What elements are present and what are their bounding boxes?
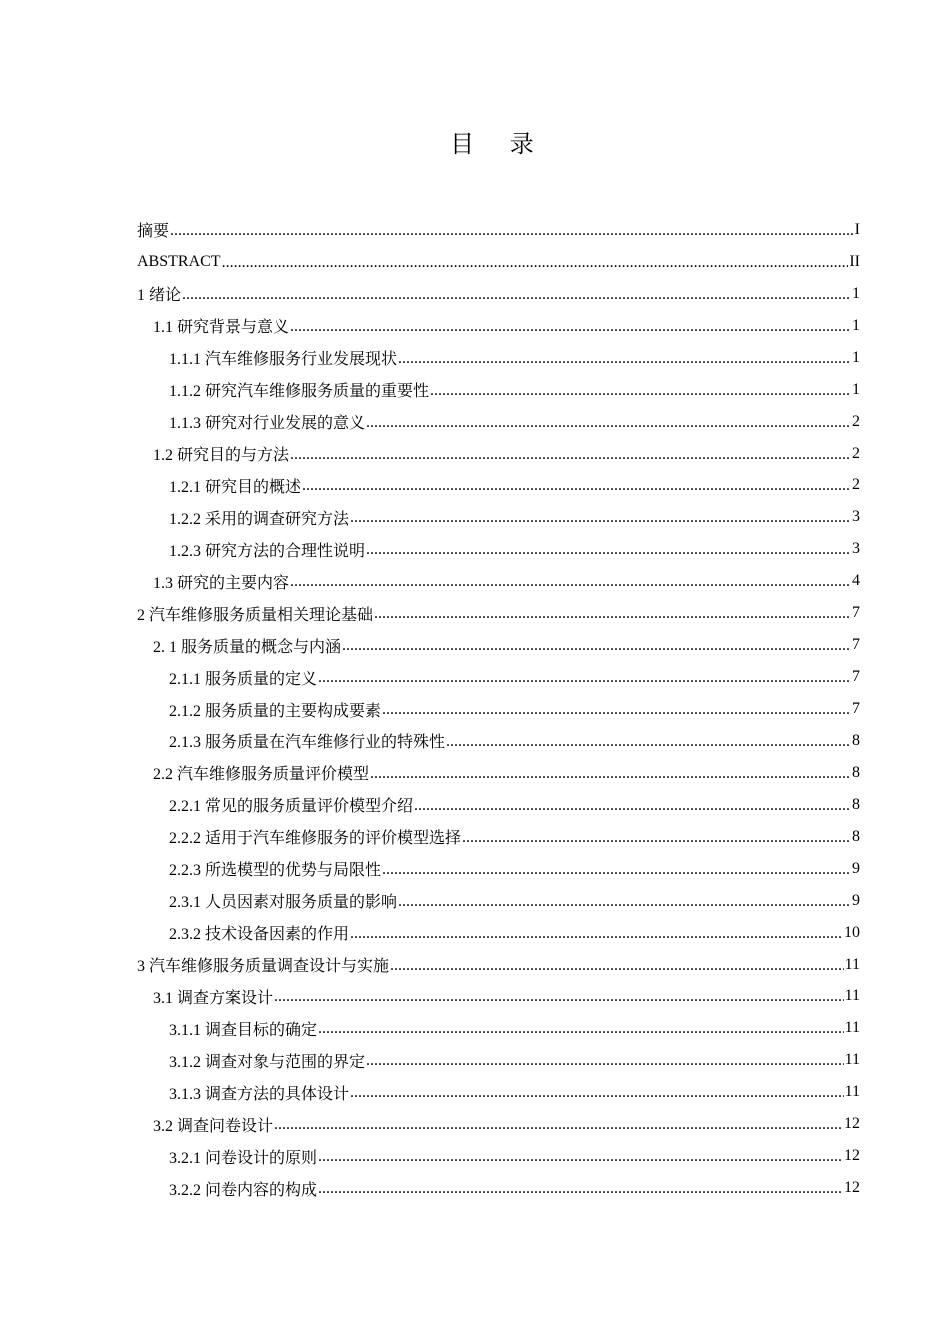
toc-entry-page-number: 7	[852, 636, 860, 654]
toc-entry-label: 摘要	[137, 223, 170, 241]
toc-entry[interactable]	[137, 438, 860, 470]
toc-dot-leader	[374, 605, 851, 621]
toc-dot-leader	[370, 765, 851, 781]
toc-entry-label: 2. 1 服务质量的概念与内涵	[153, 638, 342, 656]
toc-entry[interactable]	[137, 981, 860, 1013]
toc-entry-page-number: 2	[852, 476, 860, 494]
toc-entry-page-number: 9	[852, 859, 860, 877]
toc-entry-label: ABSTRACT	[137, 252, 221, 270]
toc-entry[interactable]	[137, 374, 860, 406]
toc-entry-page-number: 8	[852, 731, 860, 749]
toc-dot-leader	[318, 669, 851, 685]
toc-entry-page-number: 2	[852, 444, 860, 462]
toc-entry-label: 3.2 调查问卷设计	[153, 1117, 274, 1135]
toc-dot-leader	[182, 286, 851, 302]
toc-entry[interactable]	[137, 1076, 860, 1108]
toc-entry-label: 1.1 研究背景与意义	[153, 319, 290, 337]
toc-entry[interactable]	[137, 501, 860, 533]
toc-entry[interactable]	[137, 278, 860, 310]
toc-entry[interactable]	[137, 1140, 860, 1172]
toc-entry-label: 1.2.2 采用的调查研究方法	[169, 510, 350, 528]
toc-entry[interactable]	[137, 470, 860, 502]
toc-dot-leader	[290, 446, 851, 462]
toc-dot-leader	[414, 797, 851, 813]
toc-dot-leader	[366, 541, 851, 557]
toc-dot-leader	[350, 509, 851, 525]
toc-entry-label: 2.3.2 技术设备因素的作用	[169, 926, 350, 944]
toc-entry-label: 1 绪论	[137, 287, 182, 305]
toc-dot-leader	[302, 477, 851, 493]
toc-entry-page-number: 8	[852, 763, 860, 781]
toc-entry-page-number: 1	[852, 284, 860, 302]
toc-entry-label: 3.1.2 调查对象与范围的界定	[169, 1053, 366, 1071]
toc-entry-page-number: 3	[852, 540, 860, 558]
toc-entry[interactable]	[137, 214, 860, 246]
toc-entry-page-number: 11	[844, 987, 860, 1005]
toc-entry-page-number: 12	[844, 1147, 860, 1165]
toc-entry-label: 3.1.3 调查方法的具体设计	[169, 1085, 350, 1103]
toc-entry-label: 2.1.2 服务质量的主要构成要素	[169, 702, 382, 720]
toc-entry-label: 2.3.1 人员因素对服务质量的影响	[169, 894, 398, 912]
toc-entry-label: 2.2.2 适用于汽车维修服务的评价模型选择	[169, 830, 462, 848]
toc-entry-label: 2.2 汽车维修服务质量评价模型	[153, 766, 370, 784]
toc-entry[interactable]	[137, 565, 860, 597]
toc-entry-label: 1.1.1 汽车维修服务行业发展现状	[169, 351, 398, 369]
toc-entry-page-number: 1	[852, 380, 860, 398]
toc-entry-page-number: 10	[844, 923, 860, 941]
toc-entry-label: 3.1 调查方案设计	[153, 989, 274, 1007]
toc-entry[interactable]	[137, 693, 860, 725]
toc-entry[interactable]	[137, 725, 860, 757]
toc-entry[interactable]	[137, 1044, 860, 1076]
toc-dot-leader	[350, 1084, 844, 1100]
toc-entry[interactable]	[137, 597, 860, 629]
toc-dot-leader	[350, 925, 843, 941]
toc-entry[interactable]	[137, 789, 860, 821]
toc-dot-leader	[366, 1052, 844, 1068]
toc-entry[interactable]	[137, 246, 860, 278]
toc-entry[interactable]	[137, 310, 860, 342]
toc-entry-page-number: II	[849, 252, 860, 270]
toc-dot-leader	[382, 701, 851, 717]
toc-entry[interactable]	[137, 661, 860, 693]
toc-dot-leader	[366, 414, 851, 430]
toc-entry-page-number: 1	[852, 348, 860, 366]
toc-entry-page-number: 3	[852, 508, 860, 526]
toc-entry-label: 1.2 研究目的与方法	[153, 447, 290, 465]
toc-entry-label: 2.1.1 服务质量的定义	[169, 670, 318, 688]
toc-entry-label: 1.2.3 研究方法的合理性说明	[169, 542, 366, 560]
toc-dot-leader	[342, 637, 851, 653]
toc-entry-label: 2.2.3 所选模型的优势与局限性	[169, 862, 382, 880]
toc-dot-leader	[274, 988, 844, 1004]
toc-dot-leader	[318, 1020, 844, 1036]
toc-entry-page-number: 8	[852, 795, 860, 813]
toc-entry[interactable]	[137, 342, 860, 374]
toc-dot-leader	[222, 254, 849, 270]
toc-entry[interactable]	[137, 853, 860, 885]
toc-entry-page-number: 8	[852, 827, 860, 845]
toc-entry-page-number: I	[854, 220, 860, 238]
toc-entry[interactable]	[137, 949, 860, 981]
toc-entry[interactable]	[137, 533, 860, 565]
toc-entry-page-number: 1	[852, 316, 860, 334]
toc-entry-label: 1.3 研究的主要内容	[153, 574, 290, 592]
toc-dot-leader	[274, 1116, 843, 1132]
toc-entry-label: 3.2.2 问卷内容的构成	[169, 1181, 318, 1199]
toc-dot-leader	[170, 222, 854, 238]
toc-dot-leader	[462, 829, 851, 845]
toc-entry-label: 3 汽车维修服务质量调查设计与实施	[137, 958, 390, 976]
toc-dot-leader	[318, 1148, 843, 1164]
toc-dot-leader	[430, 382, 851, 398]
toc-entry-page-number: 12	[844, 1179, 860, 1197]
toc-entry-label: 1.1.3 研究对行业发展的意义	[169, 415, 366, 433]
toc-entry-label: 3.2.1 问卷设计的原则	[169, 1149, 318, 1167]
table-of-contents	[137, 214, 860, 1204]
toc-entry[interactable]	[137, 917, 860, 949]
toc-entry-page-number: 7	[852, 604, 860, 622]
toc-entry-label: 1.1.2 研究汽车维修服务质量的重要性	[169, 383, 430, 401]
toc-entry-label: 1.2.1 研究目的概述	[169, 478, 302, 496]
toc-entry-label: 2.1.3 服务质量在汽车维修行业的特殊性	[169, 734, 446, 752]
toc-entry-label: 2.2.1 常见的服务质量评价模型介绍	[169, 798, 414, 816]
toc-entry-page-number: 9	[852, 891, 860, 909]
toc-entry-label: 3.1.1 调查目标的确定	[169, 1021, 318, 1039]
toc-entry[interactable]	[137, 757, 860, 789]
toc-entry[interactable]	[137, 629, 860, 661]
page-title: 目 录	[450, 130, 548, 158]
toc-dot-leader	[390, 957, 844, 973]
toc-entry-page-number: 12	[844, 1115, 860, 1133]
toc-entry-page-number: 4	[852, 572, 860, 590]
toc-entry[interactable]	[137, 1172, 860, 1204]
toc-entry-page-number: 7	[852, 668, 860, 686]
toc-dot-leader	[382, 861, 851, 877]
toc-entry[interactable]	[137, 885, 860, 917]
toc-entry-page-number: 11	[844, 955, 860, 973]
toc-entry[interactable]	[137, 406, 860, 438]
toc-dot-leader	[318, 1180, 843, 1196]
toc-entry-page-number: 2	[852, 412, 860, 430]
toc-entry-page-number: 11	[844, 1083, 860, 1101]
toc-entry[interactable]	[137, 1108, 860, 1140]
toc-entry[interactable]	[137, 1012, 860, 1044]
toc-entry-page-number: 11	[844, 1051, 860, 1069]
toc-entry-label: 2 汽车维修服务质量相关理论基础	[137, 606, 374, 624]
toc-entry-page-number: 7	[852, 700, 860, 718]
toc-dot-leader	[290, 573, 851, 589]
toc-entry-page-number: 11	[844, 1019, 860, 1037]
toc-dot-leader	[398, 350, 851, 366]
toc-entry[interactable]	[137, 821, 860, 853]
toc-dot-leader	[446, 733, 851, 749]
toc-dot-leader	[290, 318, 851, 334]
toc-dot-leader	[398, 893, 851, 909]
